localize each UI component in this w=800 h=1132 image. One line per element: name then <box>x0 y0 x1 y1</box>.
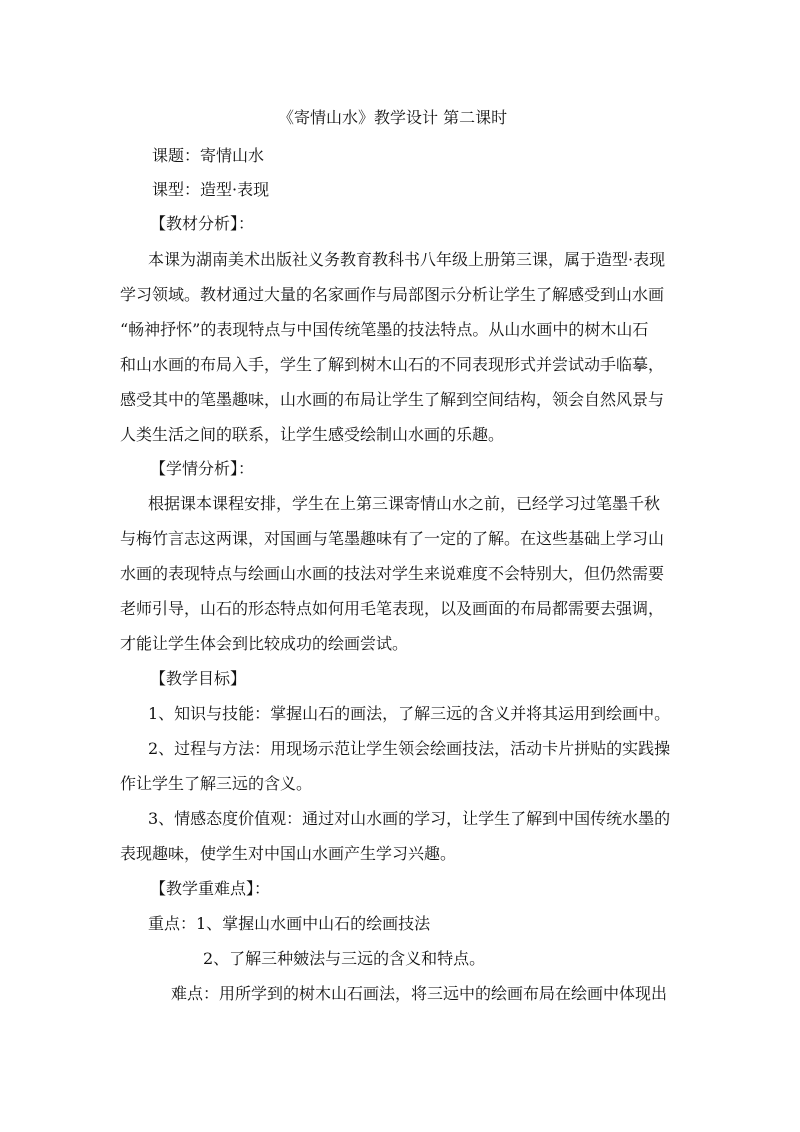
paragraph-line: 感受其中的笔墨趣味，山水画的布局让学生了解到空间结构，领会自然风景与 <box>120 390 665 409</box>
goal-line: 作让学生了解三远的含义。 <box>120 774 313 793</box>
page-title: 《寄情山水》教学设计 第二课时 <box>278 108 508 127</box>
paragraph-line: 学习领域。教材通过大量的名家画作与局部图示分析让学生了解感受到山水画 <box>120 285 665 304</box>
goal-line: 2、过程与方法：用现场示范让学生领会绘画技法，活动卡片拼贴的实践操 <box>148 739 671 758</box>
goal-line: 1、知识与技能：掌握山石的画法，了解三远的含义并将其运用到绘画中。 <box>148 704 671 723</box>
paragraph-line: 与梅竹言志这两课，对国画与笔墨趣味有了一定的了解。在这些基础上学习山 <box>120 529 665 548</box>
key-point-line: 难点：用所学到的树木山石画法，将三远中的绘画布局在绘画中体现出 <box>171 984 668 1003</box>
paragraph-line: 水画的表现特点与绘画山水画的技法对学生来说难度不会特别大，但仍然需要 <box>120 564 665 583</box>
goals-heading: 【教学目标】 <box>150 669 247 688</box>
key-point-line: 重点：1、掌握山水画中山石的绘画技法 <box>148 914 431 933</box>
paragraph-line: “畅神抒怀”的表现特点与中国传统笔墨的技法特点。从山水画中的树木山石 <box>120 320 649 339</box>
key-points-heading: 【教学重难点】： <box>150 879 271 898</box>
paragraph-line: 和山水画的布局入手，学生了解到树木山石的不同表现形式并尝试动手临摹， <box>120 355 665 374</box>
course-topic: 课题：寄情山水 <box>152 146 265 165</box>
goal-line: 表现趣味，使学生对中国山水画产生学习兴趣。 <box>120 844 457 863</box>
material-heading: 【教材分析】： <box>150 214 255 233</box>
students-heading: 【学情分析】： <box>150 459 255 478</box>
key-point-line: 2、了解三种皴法与三远的含义和特点。 <box>203 949 486 968</box>
course-type: 课型：造型·表现 <box>152 180 270 199</box>
paragraph-line: 本课为湖南美术出版社义务教育教科书八年级上册第三课，属于造型·表现 <box>148 250 666 269</box>
goal-line: 3、情感态度价值观：通过对山水画的学习，让学生了解到中国传统水墨的 <box>148 809 671 828</box>
paragraph-line: 人类生活之间的联系，让学生感受绘制山水画的乐趣。 <box>120 425 505 444</box>
paragraph-line: 根据课本课程安排，学生在上第三课寄情山水之前，已经学习过笔墨千秋 <box>148 494 661 513</box>
paragraph-line: 才能让学生体会到比较成功的绘画尝试。 <box>120 634 409 653</box>
paragraph-line: 老师引导，山石的形态特点如何用毛笔表现，以及画面的布局都需要去强调， <box>120 599 665 618</box>
